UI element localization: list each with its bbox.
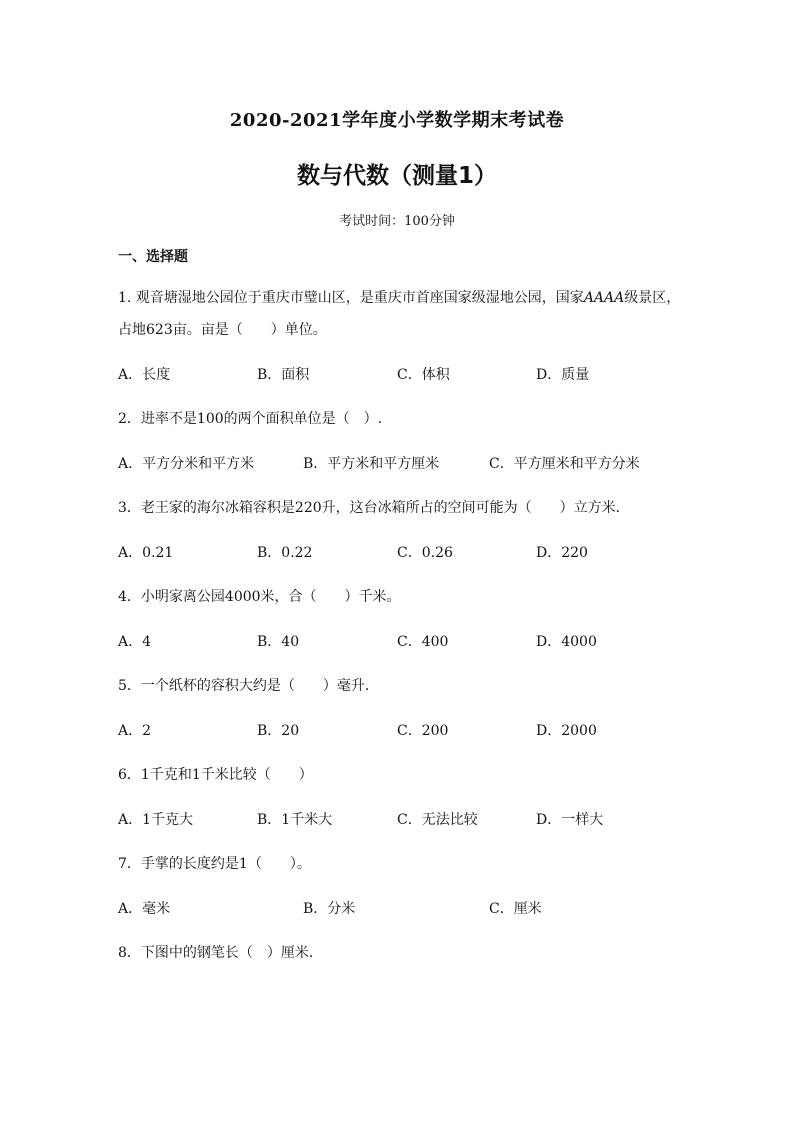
question-5-option-b[interactable]: B．20 xyxy=(257,723,300,739)
question-2-option-b[interactable]: B．平方米和平方厘米 xyxy=(303,456,440,472)
question-6-option-c[interactable]: C．无法比较 xyxy=(397,812,478,828)
section-heading: 一、选择题 xyxy=(118,249,188,265)
question-6-text: 6．1千克和1千米比较（ ） xyxy=(118,767,313,783)
question-5-option-d[interactable]: D．2000 xyxy=(536,723,597,739)
question-1-option-c[interactable]: C．体积 xyxy=(397,367,450,383)
question-6-option-d[interactable]: D．一样大 xyxy=(536,812,604,828)
question-5-option-a[interactable]: A．2 xyxy=(118,723,152,739)
exam-subtitle: 数与代数（测量1） xyxy=(296,163,497,189)
question-1-option-b[interactable]: B．面积 xyxy=(257,367,310,383)
question-7-option-a[interactable]: A．毫米 xyxy=(118,901,171,917)
question-1-option-d[interactable]: D．质量 xyxy=(536,367,590,383)
question-5-option-c[interactable]: C．200 xyxy=(397,723,449,739)
question-4-option-d[interactable]: D．4000 xyxy=(536,634,597,650)
question-3-option-d[interactable]: D．220 xyxy=(536,545,588,561)
question-3-option-a[interactable]: A．0.21 xyxy=(118,545,174,561)
question-1-text-italic: AAAA xyxy=(583,290,625,306)
exam-time: 考试时间：100分钟 xyxy=(339,214,455,229)
question-2-option-c[interactable]: C．平方厘米和平方分米 xyxy=(489,456,640,472)
question-6-option-b[interactable]: B．1千米大 xyxy=(257,812,333,828)
question-1-option-a[interactable]: A．长度 xyxy=(118,367,171,383)
question-7-text: 7．手掌的长度约是1（ ）。 xyxy=(118,856,311,872)
question-7-option-b[interactable]: B．分米 xyxy=(303,901,356,917)
question-1-text-post: 级景区， xyxy=(624,290,681,306)
question-4-option-c[interactable]: C．400 xyxy=(397,634,449,650)
question-4-text: 4．小明家离公园4000米，合（ ）千米。 xyxy=(118,589,401,605)
question-4-option-b[interactable]: B．40 xyxy=(257,634,300,650)
question-2-option-a[interactable]: A．平方分米和平方米 xyxy=(118,456,255,472)
question-5-text: 5．一个纸杯的容积大约是（ ）毫升． xyxy=(118,678,379,694)
question-3-text: 3．老王家的海尔冰箱容积是220升，这台冰箱所占的空间可能为（ ）立方米． xyxy=(118,500,630,516)
question-2-text: 2．进率不是100的两个面积单位是（ ）. xyxy=(118,411,383,427)
question-3-option-c[interactable]: C．0.26 xyxy=(397,545,453,561)
question-7-option-c[interactable]: C．厘米 xyxy=(489,901,542,917)
question-1-line-2: 占地623亩。亩是（ ）单位。 xyxy=(118,322,327,338)
question-1-line-1 xyxy=(118,287,680,307)
question-4-option-a[interactable]: A．4 xyxy=(118,634,152,650)
question-8-text: 8．下图中的钢笔长（ ）厘米． xyxy=(118,945,323,961)
question-3-option-b[interactable]: B．0.22 xyxy=(257,545,313,561)
exam-title: 2020-2021学年度小学数学期末考试卷 xyxy=(229,110,565,131)
question-1-text-pre: 1. 观音塘湿地公园位于重庆市璧山区，是重庆市首座国家级湿地公园，国家 xyxy=(118,290,584,306)
question-6-option-a[interactable]: A．1千克大 xyxy=(118,812,194,828)
